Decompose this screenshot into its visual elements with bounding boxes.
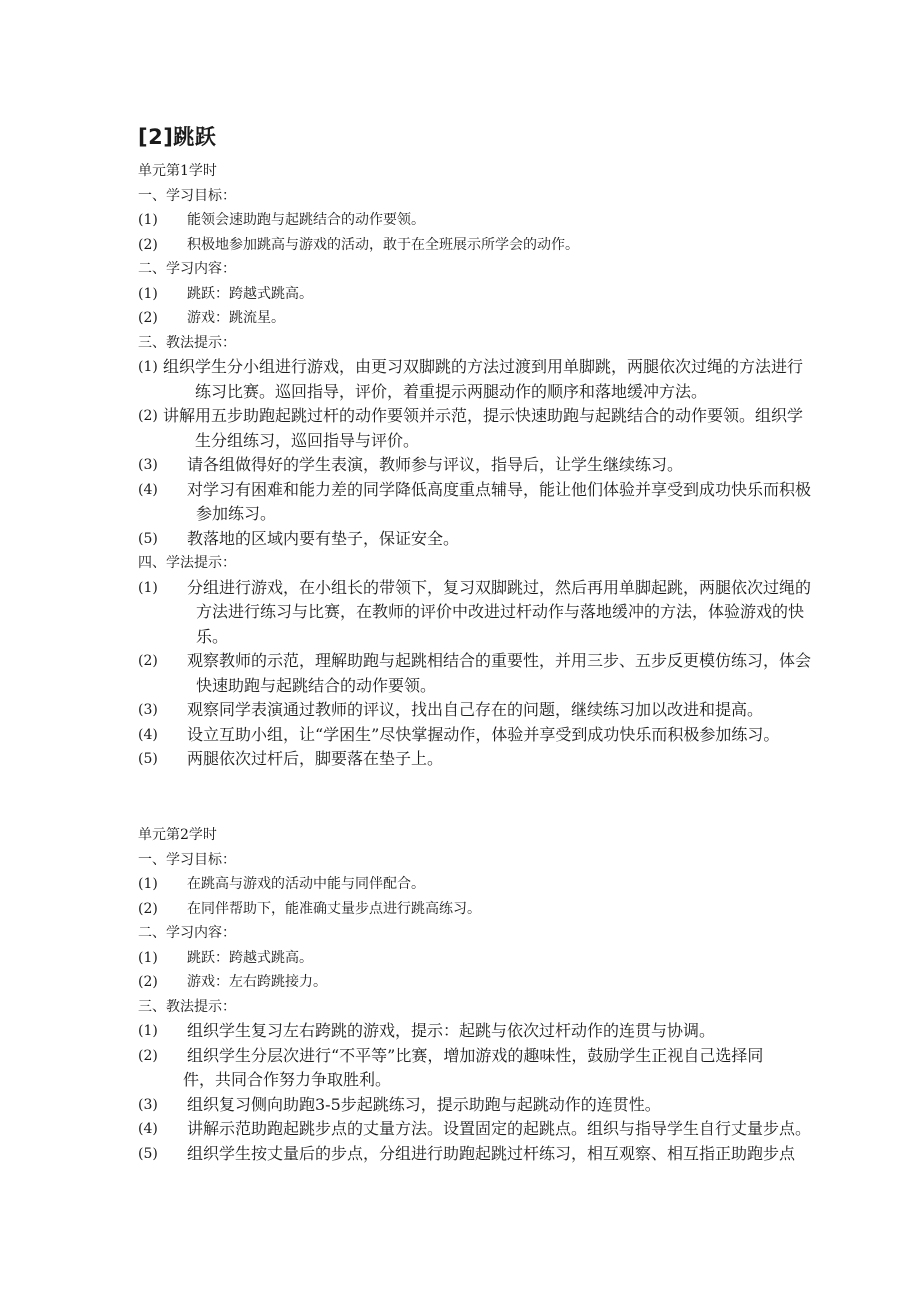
list-item-text: 方法进行练习与比赛，在教师的评价中改进过杆动作与落地缓冲的方法，体验游戏的快 (196, 602, 805, 621)
unit-2-goals-heading: 一、学习目标： (138, 851, 236, 868)
list-item-number: (5) (138, 1145, 158, 1162)
list-item-text: 练习比赛。巡回指导，评价，着重提示两腿动作的顺序和落地缓冲方法。 (195, 381, 708, 401)
list-item-number: (2) (138, 900, 158, 917)
list-item-text: 能领会速助跑与起跳结合的动作要领。 (187, 212, 425, 228)
list-item-number: (1) (138, 876, 158, 892)
list-item-number: (1) (138, 949, 158, 966)
list-item-text: 在跳高与游戏的活动中能与同伴配合。 (187, 876, 425, 892)
list-item (138, 1093, 818, 1118)
list-item-number: (4) (138, 726, 158, 743)
list-item (138, 698, 818, 723)
list-item-text: 跳跃：跨越式跳高。 (187, 285, 313, 302)
list-item-number: (3) (138, 1096, 158, 1113)
list-item (138, 946, 818, 971)
list-item (138, 576, 818, 650)
list-item-text: 件，共同合作努力争取胜利。 (183, 1070, 392, 1089)
list-item (138, 282, 818, 307)
list-item-text: 请各组做得好的学生表演，教师参与评议，指导后，让学生继续练习。 (187, 455, 684, 474)
list-item-text: 两腿依次过杆后，脚要落在垫子上。 (187, 749, 444, 768)
list-item-number: (2) (138, 236, 158, 253)
list-item (138, 1117, 818, 1142)
list-item (138, 723, 818, 748)
list-item-text: 组织复习侧向助跑3-5步起跳练习，提示助跑与起跳动作的连贯性。 (187, 1094, 661, 1114)
list-item-text: 乐。 (196, 626, 229, 646)
list-item-number: (2) (138, 408, 158, 424)
list-item-text: 对学习有困难和能力差的同学降低高度重点辅导，能让他们体验并享受到成功快乐而积极 (187, 479, 812, 499)
list-item (138, 478, 818, 527)
list-item-number: (2) (138, 1047, 158, 1064)
list-item-text: 游戏：左右跨跳接力。 (187, 974, 327, 990)
list-item-number: (4) (138, 1121, 158, 1137)
list-item-text: 设立互助小组，让“学困生”尽快掌握动作，体验并享受到成功快乐而积极参加练习。 (187, 724, 780, 744)
list-item-number: (5) (138, 751, 158, 767)
list-item-number: (1) (138, 1023, 158, 1039)
unit-1-heading: 单元第1学时 (138, 163, 217, 179)
list-item-text: 组织学生复习左右跨跳的游戏，提示：起跳与依次过杆动作的连贯与协调。 (187, 1021, 716, 1040)
unit-1-section (138, 159, 818, 772)
unit-1-teach-heading: 三、教法提示： (138, 334, 236, 351)
list-item-number: (1) (138, 285, 158, 302)
list-item (138, 1142, 818, 1167)
list-item (138, 747, 818, 772)
unit-2-section (138, 823, 818, 1166)
list-item-text: 组织学生按丈量后的步点，分组进行助跑起跳过杆练习，相互观察、相互指正助跑步点 (187, 1143, 796, 1163)
list-item-number: (1) (138, 579, 158, 596)
list-item (138, 1044, 818, 1093)
unit-2-content-heading: 二、学习内容： (138, 925, 236, 941)
list-item-text: 讲解用五步助跑起跳过杆的动作要领并示范，提示快速助跑与起跳结合的动作要领。组织学 (163, 406, 804, 425)
list-item-text: 生分组练习，巡回指导与评价。 (195, 430, 420, 450)
list-item-text: 跳跃：跨越式跳高。 (187, 949, 313, 966)
list-item (138, 649, 818, 698)
list-item-text: 参加练习。 (196, 504, 277, 523)
list-item (138, 453, 818, 478)
list-item-text: 组织学生分小组进行游戏，由更习双脚跳的方法过渡到用单脚跳，两腿依次过绳的方法进行 (163, 357, 804, 376)
list-item-number: (1) (138, 359, 158, 375)
list-item-text: 组织学生分层次进行“不平等”比赛，增加游戏的趣味性，鼓励学生正视自己选择同 (187, 1045, 764, 1065)
unit-1-learn-heading: 四、学法提示： (138, 555, 236, 571)
list-item-text: 积极地参加跳高与游戏的活动，敢于在全班展示所学会的动作。 (187, 236, 579, 253)
list-item-text: 游戏：跳流星。 (187, 310, 285, 326)
list-item (138, 355, 818, 404)
list-item (138, 306, 818, 331)
unit-1-content-heading: 二、学习内容： (138, 261, 236, 277)
list-item-number: (1) (138, 212, 158, 228)
list-item (138, 1019, 818, 1044)
unit-2-teach-heading: 三、教法提示： (138, 998, 236, 1015)
list-item-number: (3) (138, 457, 158, 473)
list-item-text: 讲解示范助跑起跳步点的丈量方法。设置固定的起跳点。组织与指导学生自行丈量步点。 (187, 1119, 812, 1138)
list-item-text: 快速助跑与起跳结合的动作要领。 (196, 675, 437, 695)
list-item-text: 观察教师的示范，理解助跑与起跳相结合的重要性，并用三步、五步反更模仿练习，体会 (187, 651, 812, 670)
list-item (138, 897, 818, 922)
list-item (138, 208, 818, 233)
list-item-text: 分组进行游戏，在小组长的带领下，复习双脚跳过，然后再用单脚起跳，两腿依次过绳的 (187, 577, 812, 597)
list-item (138, 404, 818, 453)
list-item (138, 527, 818, 552)
list-item (138, 233, 818, 258)
document-title: [2]跳跃 (138, 125, 217, 149)
list-item-number: (2) (138, 653, 158, 669)
list-item-number: (2) (138, 310, 158, 326)
list-item-number: (3) (138, 702, 158, 718)
list-item-number: (4) (138, 481, 158, 498)
list-item-text: 教落地的区域内要有垫子，保证安全。 (187, 528, 460, 548)
list-item-number: (2) (138, 974, 158, 990)
unit-2-heading: 单元第2学时 (138, 827, 217, 843)
list-item (138, 970, 818, 995)
list-item (138, 872, 818, 897)
list-item-text: 在同伴帮助下，能准确丈量步点进行跳高练习。 (187, 900, 481, 917)
unit-1-goals-heading: 一、学习目标： (138, 187, 236, 204)
list-item-number: (5) (138, 530, 158, 547)
list-item-text: 观察同学表演通过教师的评议，找出自己存在的问题，继续练习加以改进和提高。 (187, 700, 764, 719)
